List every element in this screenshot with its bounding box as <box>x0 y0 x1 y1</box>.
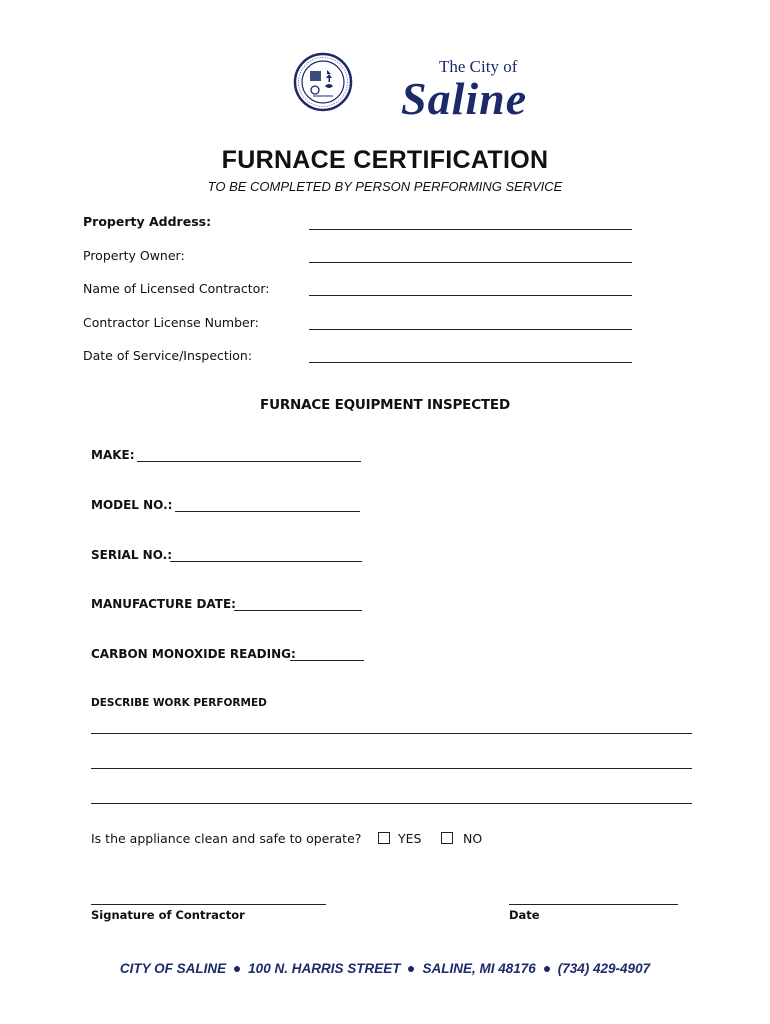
footer-citystate: SALINE, MI 48176 <box>422 961 536 976</box>
bullet-icon <box>408 966 414 972</box>
footer-phone: (734) 429-4907 <box>557 961 651 976</box>
serial-no-field[interactable] <box>170 561 362 562</box>
city-logo <box>293 50 528 124</box>
contractor-name-field[interactable] <box>309 295 632 296</box>
form-title: FURNACE CERTIFICATION <box>221 146 549 174</box>
safe-operate-question: Is the appliance clean and safe to operate? <box>91 831 362 846</box>
model-no-field[interactable] <box>175 511 360 512</box>
serial-no-label: SERIAL NO.: <box>91 548 172 562</box>
make-label: MAKE: <box>91 448 135 462</box>
logo-saline-text: Saline <box>401 73 528 124</box>
yes-checkbox[interactable] <box>378 832 390 844</box>
footer-street: 100 N. HARRIS STREET <box>248 961 401 976</box>
footer-city: CITY OF SALINE <box>119 961 227 976</box>
contractor-signature-field[interactable] <box>91 904 326 905</box>
service-date-label: Date of Service/Inspection: <box>83 348 253 363</box>
describe-work-label: DESCRIBE WORK PERFORMED <box>91 697 267 709</box>
date-signature-field[interactable] <box>509 904 678 905</box>
footer-contact <box>0 961 770 976</box>
yes-label: YES <box>398 831 422 846</box>
date-signature-label: Date <box>509 908 540 922</box>
property-address-field[interactable] <box>309 229 632 230</box>
property-owner-label: Property Owner: <box>83 248 185 263</box>
logo-city-of-text: The City of <box>439 57 518 76</box>
work-line-3[interactable] <box>91 803 692 804</box>
co-reading-label: CARBON MONOXIDE READING: <box>91 647 296 661</box>
license-number-field[interactable] <box>309 329 632 330</box>
form-subtitle: TO BE COMPLETED BY PERSON PERFORMING SERVICE <box>207 179 563 194</box>
service-date-field[interactable] <box>309 362 632 363</box>
co-reading-field[interactable] <box>290 660 364 661</box>
manufacture-date-field[interactable] <box>234 610 362 611</box>
work-line-2[interactable] <box>91 768 692 769</box>
property-owner-field[interactable] <box>309 262 632 263</box>
manufacture-date-label: MANUFACTURE DATE: <box>91 597 236 611</box>
property-address-label: Property Address: <box>83 214 212 229</box>
license-number-label: Contractor License Number: <box>83 315 259 330</box>
bullet-icon <box>234 966 240 972</box>
city-seal-icon <box>293 52 353 112</box>
bullet-icon <box>544 966 550 972</box>
model-no-label: MODEL NO.: <box>91 498 173 512</box>
no-label: NO <box>463 831 483 846</box>
contractor-name-label: Name of Licensed Contractor: <box>83 281 270 296</box>
contractor-signature-label: Signature of Contractor <box>91 908 245 922</box>
no-checkbox[interactable] <box>441 832 453 844</box>
equipment-heading: FURNACE EQUIPMENT INSPECTED <box>260 397 510 413</box>
work-line-1[interactable] <box>91 733 692 734</box>
make-field[interactable] <box>137 461 361 462</box>
